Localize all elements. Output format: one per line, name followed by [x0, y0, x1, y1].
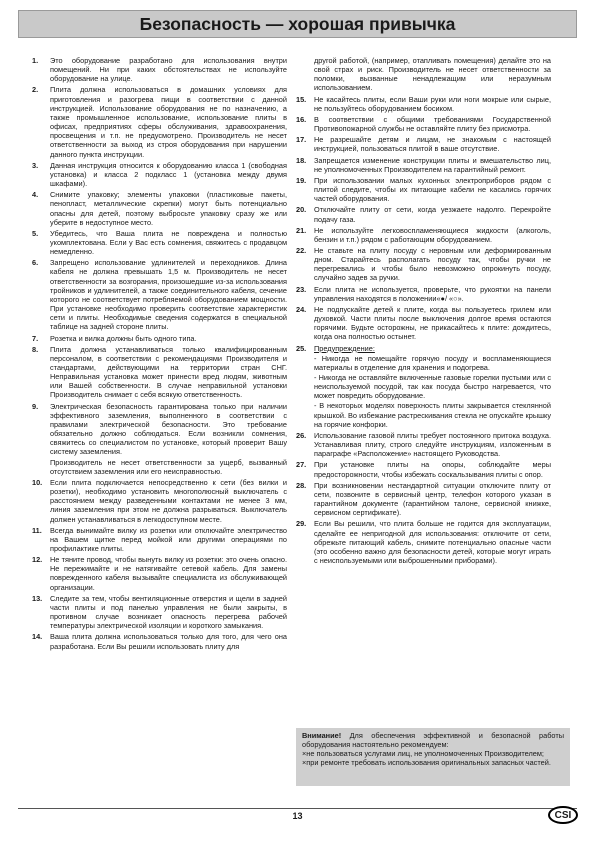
item-number: 16. — [296, 114, 307, 124]
item-text — [50, 478, 287, 524]
list-item — [32, 632, 287, 650]
item-number: 1. — [32, 56, 39, 65]
list-item — [296, 460, 551, 478]
item-number: 15. — [296, 94, 307, 104]
list-item — [32, 334, 287, 343]
item-paragraph: Отключайте плиту от сети, когда уезжаете надолго. Перекройте подачу газа. — [314, 205, 551, 224]
list-item — [32, 56, 287, 83]
list-item — [32, 190, 287, 227]
list-item — [32, 594, 287, 631]
item-number: 20. — [296, 205, 307, 215]
item-paragraph: Запрещается изменение конструкции плиты и вмешательство лиц, не уполномоченных Производителем на гарантийный ремонт. — [314, 155, 551, 174]
footer-divider — [18, 808, 577, 809]
item-paragraph: - В некоторых моделях поверхность плиты закрывается стеклянной крышкой. Во избежание растрескивания стекла не опускайте крышку на горячие конфорки. — [314, 401, 551, 429]
item-text — [314, 205, 551, 223]
item-text — [314, 460, 551, 478]
item-paragraph: Использование газовой плиты требует постоянного притока воздуха. Устанавливая плиту, строго следуйте инструкциям, изложенным в параграфе «Расположение» настоящего Руководства. — [314, 430, 551, 459]
page-title: Безопасность — хорошая привычка — [139, 14, 456, 34]
item-text — [50, 402, 287, 476]
item-paragraph: Убедитесь, что Ваша плита не повреждена и полностью укомплектована. Если у Вас есть сомнения, свяжитесь с продавцом немедленно. — [50, 228, 287, 257]
list-item — [32, 258, 287, 331]
list-item — [296, 305, 551, 342]
list-item — [32, 555, 287, 592]
list-item — [32, 229, 287, 256]
item-paragraph: При возникновении нестандартной ситуации отключите плиту от сети, позвоните в сервисный центр, телефон которого указан в гарантийном документе (гарантийном талоне, сервисной книжке, сервисном сертификате). — [314, 480, 551, 518]
item-number: 26. — [296, 430, 307, 440]
item-paragraph: Плита должна устанавливаться только квалифицированным персоналом, в соответствии с рекомендациями Производителя и стандартами, действующими на территории стран СНГ. Неправильная установка может принести вред людям, животным или Вашей собственности. В случае неправильной установки Производитель снимает с себя всякую ответственность. — [50, 344, 287, 400]
item-paragraph: Если плита не используется, проверьте, что рукоятки на панели управления находятся в положении«●/ «○». — [314, 284, 551, 303]
left-column — [32, 56, 287, 653]
item-text — [314, 156, 551, 174]
item-number: 29. — [296, 519, 307, 529]
item-text — [50, 161, 287, 188]
right-column — [296, 56, 551, 567]
item-number: 17. — [296, 135, 307, 145]
item-paragraph: - Никогда не помещайте горячую посуду и воспламеняющиеся материалы в отделение для хранения и подогрева. — [314, 353, 551, 372]
item-paragraph: Если Вы решили, что плита больше не годится для эксплуатации, сделайте ее непригодной для использования: отключите от сети, обрежьте питающий кабель, снимите потенциально опасные части (это особенно важно для безопасности детей, которые могут играть с неиспользуемыми или выброшенными приборами). — [314, 519, 551, 565]
item-number: 22. — [296, 245, 307, 255]
list-item — [32, 526, 287, 553]
item-text — [314, 135, 551, 153]
attention-box — [296, 728, 570, 786]
item-paragraph: Если плита подключается непосредственно к сети (без вилки и розетки), необходимо установить многополюсный выключатель с расстоянием между разведенными контактами не менее 3 мм, линия заземления при этом не должна разрываться. Выключатель должен устанавливаться в легкодоступном месте. — [50, 477, 287, 524]
item-text — [50, 526, 287, 553]
list-item — [296, 481, 551, 518]
item-text — [50, 258, 287, 331]
list-item — [296, 115, 551, 133]
attention-text: Для обеспечения эффективной и безопасной работы оборудования настоятельно рекомендуем: — [302, 731, 564, 750]
item-paragraph: Не разрешайте детям и лицам, не знакомым с настоящей инструкцией, пользоваться плитой в ваше отсутствие. — [314, 135, 551, 154]
item-text — [50, 594, 287, 631]
list-item — [296, 156, 551, 174]
list-item — [32, 85, 287, 158]
item-paragraph: При использовании малых кухонных электроприборов рядом с плитой следите, чтобы их питающие кабели не касались горячих частей оборудования. — [314, 175, 551, 204]
continued-text-body: другой работой, (например, отапливать помещения) делайте это на свой страх и риск. Производитель не несет ответственности за поломки, вызванные ненадлежащим или неразумным использованием. — [314, 56, 551, 93]
item-text — [314, 285, 551, 303]
item-number: 4. — [32, 190, 39, 200]
attention-point: ×не пользоваться услугами лиц, не уполномоченных Производителем; — [302, 749, 544, 759]
item-paragraph: Данная инструкция относится к оборудованию класса 1 (свободная установка) и класса 2 подкласс 1 (установка между двумя шкафами). — [50, 160, 287, 189]
list-item — [296, 205, 551, 223]
list-item — [296, 226, 551, 244]
item-text — [50, 345, 287, 400]
item-number: 5. — [32, 228, 39, 238]
item-text — [314, 176, 551, 203]
item-text — [314, 305, 551, 342]
item-paragraph: Розетка и вилка должны быть одного типа. — [50, 333, 197, 343]
list-item — [296, 176, 551, 203]
item-number: 19. — [296, 175, 307, 185]
item-number: 2. — [32, 85, 39, 95]
item-paragraph: Плита должна использоваться в домашних условиях для приготовления и разогрева пищи в соответствии с данной инструкцией. Использование оборудования не по назначению, а также промышленное использование, использование плиты в офисах, предприятиях сферы обслуживания, здравоохранения, просвещения и т.п. не предусмотрено. Производитель не несет ответственности за выход из строя оборудования при нарушении данного пункта инструкции. — [50, 85, 287, 159]
item-paragraph: Ваша плита должна использоваться только для того, для чего она разработана. Если Вы решили использовать плиту для — [50, 632, 287, 651]
item-text — [50, 632, 287, 650]
item-number: 11. — [32, 525, 42, 535]
item-paragraph: Не ставьте на плиту посуду с неровным или деформированным дном. Старайтесь располагать посуду так, чтобы ручки не перегревались и чтобы было невозможно опрокинуть посуду, случайно задев за ручки. — [314, 245, 551, 283]
item-paragraph: Всегда вынимайте вилку из розетки или отключайте электричество на Вашем щитке перед мойкой или другими операциями по профилактике плиты. — [50, 525, 287, 553]
item-number: 21. — [296, 225, 307, 235]
item-number: 8. — [32, 344, 39, 354]
item-paragraph: Запрещено использование удлинителей и переходников. Длина кабеля не должна превышать 1,5 м. Производитель не несет ответственности за возгорания, произошедшие из-за использования тройников и удлинителей, а также соединительного кабеля, сечение которого не соответствует потребляемой оборудованием мощности. При установке необходимо проверить соответствие характеристик сети и плиты. Необходимые сведения содержатся в специальной таблице на задней стороне плиты. — [50, 258, 287, 332]
list-item — [32, 161, 287, 188]
item-text — [314, 115, 551, 133]
item-paragraph: Производитель не несет ответственности за ущерб, вызванный отсутствием заземления или его неисправностью. — [50, 457, 287, 476]
item-number: 28. — [296, 480, 307, 490]
item-paragraph: Следите за тем, чтобы вентиляционные отверстия и щели в задней части плиты и под панелью управления не были закрыты, в противном случае возникает опасность перегрева рабочей температуры электрической изоляции и короткого замыкания. — [50, 593, 287, 631]
item-text — [314, 226, 551, 244]
page-number: 13 — [292, 811, 303, 821]
item-text — [50, 56, 287, 83]
attention-heading: Внимание! — [302, 731, 342, 740]
csi-logo: CSI — [548, 806, 578, 824]
item-paragraph: Не подпускайте детей к плите, когда вы пользуетесь грилем или духовкой. Части плиты после выключения долгое время остаются горячими. Будьте осторожны, не прикасайтесь к плите: дождитесь, когда она полностью остынет. — [314, 304, 551, 342]
item-paragraph: Электрическая безопасность гарантирована только при наличии эффективного заземления, выполненного в соответствии с правилами электрической безопасности. Это требование обязательно должно соблюдаться. Если возникли сомнения, свяжитесь со специалистом по установке, который проверит Вашу систему заземления. — [50, 401, 287, 457]
list-item — [296, 344, 551, 429]
item-text — [314, 431, 551, 458]
item-number: 14. — [32, 632, 43, 642]
list-item — [32, 478, 287, 524]
item-number: 3. — [32, 160, 39, 170]
item-number: 10. — [32, 477, 43, 487]
item-text — [314, 246, 551, 283]
item-paragraph: При установке плиты на опоры, соблюдайте меры предосторожности, чтобы избежать соскальзывания плиты с опор. — [314, 460, 551, 479]
item-number: 24. — [296, 304, 307, 314]
item-number: 27. — [296, 460, 307, 470]
item-text — [314, 344, 551, 429]
item-text — [50, 555, 287, 592]
item-number: 23. — [296, 284, 307, 294]
list-item — [32, 345, 287, 400]
item-text — [50, 229, 287, 256]
list-item — [296, 431, 551, 458]
list-item — [296, 246, 551, 283]
list-item — [296, 135, 551, 153]
item-number: 25. — [296, 343, 307, 353]
attention-point: ×при ремонте требовать использования оригинальных запасных частей. — [302, 758, 551, 768]
continued-text — [296, 56, 551, 93]
item-paragraph: Не тяните провод, чтобы вынуть вилку из розетки: это очень опасно. Не пережимайте и не натягивайте сетевой кабель. Для замены поврежденного кабеля вызывайте специалиста из обслуживающей организации. — [50, 555, 287, 592]
item-paragraph: Это оборудование разработано для использования внутри помещений. Ни при каких обстоятельствах не используйте оборудование на улице. — [50, 56, 287, 84]
item-number: 7. — [32, 333, 39, 343]
item-number: 12. — [32, 555, 43, 565]
item-paragraph: Не касайтесь плиты, если Ваши руки или ноги мокрые или сырые, не пользуйтесь оборудованием босиком. — [314, 94, 551, 113]
item-paragraph: Не используйте легковоспламеняющиеся жидкости (алкоголь, бензин и т.п.) рядом с работающим оборудованием. — [314, 225, 551, 244]
item-paragraph: Снимите упаковку; элементы упаковки (пластиковые пакеты, пенопласт, металлические скрепки) могут быть потенциально опасны для детей, поэтому выбросьте упаковку сразу же или уберите в недоступное место. — [50, 190, 287, 227]
item-text — [314, 519, 551, 565]
title-bar — [18, 10, 577, 38]
item-number: 6. — [32, 258, 39, 268]
item-paragraph: - Никогда не оставляйте включенные газовые горелки пустыми или с неиспользуемой посудой, так как посуда быстро нагревается, что может повредить оборудование. — [314, 373, 551, 401]
list-item — [296, 95, 551, 113]
list-item — [32, 402, 287, 476]
list-item — [296, 285, 551, 303]
item-heading: Предупреждение: — [314, 343, 375, 353]
item-text — [314, 95, 551, 113]
item-number: 18. — [296, 155, 307, 165]
item-number: 13. — [32, 593, 43, 603]
item-text — [50, 85, 287, 158]
item-text — [50, 334, 287, 343]
item-paragraph: В соответствии с общими требованиями Государственной Противопожарной службы не оставляйте плиту без присмотра. — [314, 114, 551, 134]
item-text — [50, 190, 287, 227]
list-item — [296, 519, 551, 565]
item-number: 9. — [32, 401, 39, 411]
item-text — [314, 481, 551, 518]
